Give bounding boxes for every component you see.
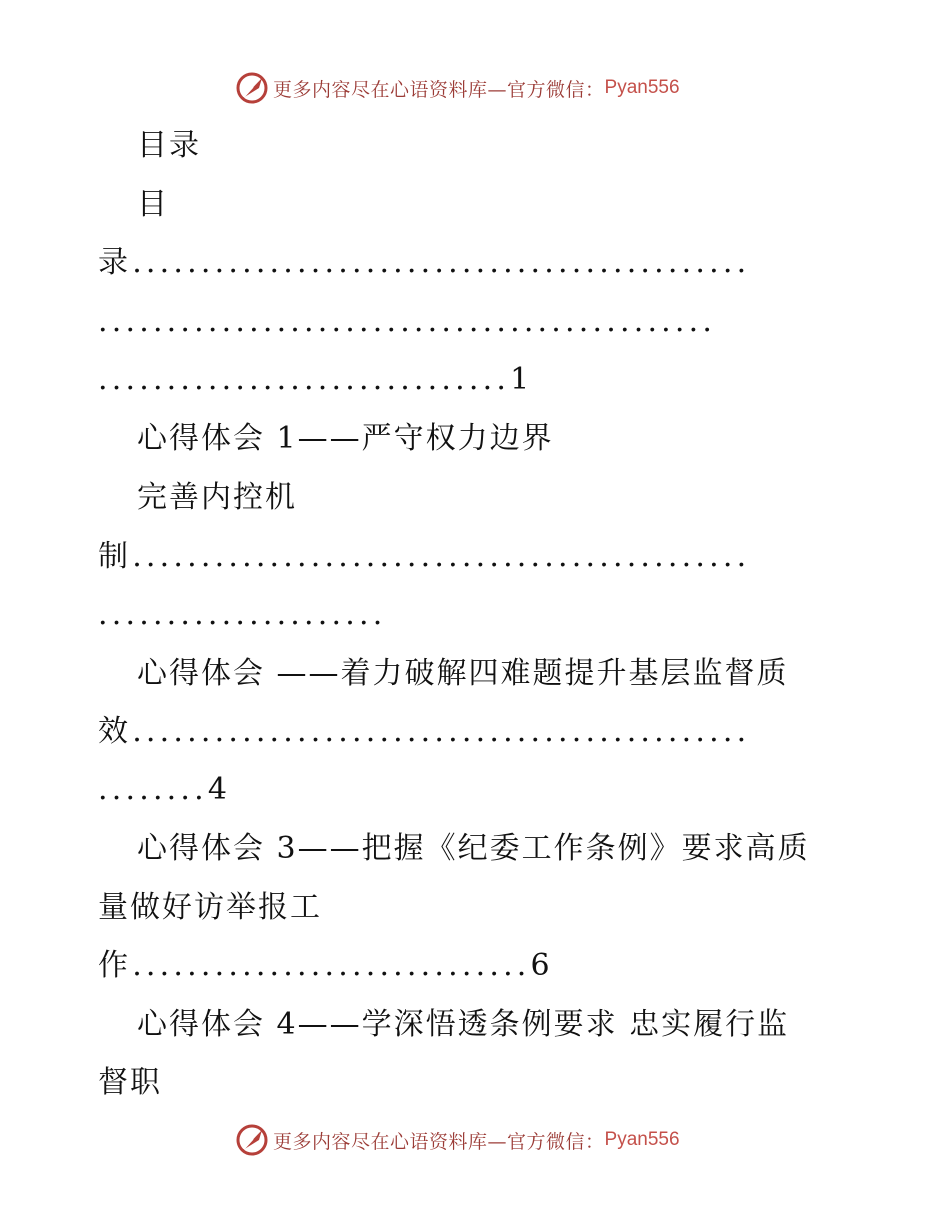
watermark-text: 更多内容尽在心语资料库—官方微信：	[273, 1130, 605, 1153]
footer-watermark	[235, 1122, 680, 1158]
toc-entry-line: 制.............................................	[98, 539, 751, 574]
watermark-text: 更多内容尽在心语资料库—官方微信：	[273, 78, 605, 101]
watermark-id: Pyan556	[604, 1129, 680, 1150]
watermark-id: Pyan556	[604, 77, 680, 98]
toc-entry-line: .............................................	[98, 304, 717, 339]
toc-heading-part: 目	[137, 187, 169, 222]
toc-entry-line: 效.............................................	[98, 714, 751, 749]
toc-entry-line: 录.............................................	[98, 245, 751, 280]
toc-entry-line: .....................	[98, 597, 387, 632]
quill-logo-icon	[235, 1123, 269, 1157]
toc-entry-line: ..............................1	[98, 362, 534, 397]
toc-entry-title: 量做好访举报工	[98, 890, 322, 925]
toc-entry-title: 完善内控机	[137, 480, 297, 515]
toc-entry-title: 心得体会 4——学深悟透条例要求 忠实履行监	[137, 1007, 790, 1042]
toc-entry-line: ........4	[98, 772, 232, 807]
header-watermark	[235, 70, 680, 106]
toc-entry-title: 督职	[98, 1065, 162, 1100]
quill-logo-icon	[235, 71, 269, 105]
toc-entry-title: 心得体会 3——把握《纪委工作条例》要求高质	[137, 831, 810, 866]
toc-title: 目录	[137, 128, 201, 163]
toc-entry-line: 作.............................6	[98, 948, 554, 983]
toc-entry-title: 心得体会 ——着力破解四难题提升基层监督质	[137, 656, 789, 691]
toc-entry-title: 心得体会 1——严守权力边界	[137, 421, 554, 456]
